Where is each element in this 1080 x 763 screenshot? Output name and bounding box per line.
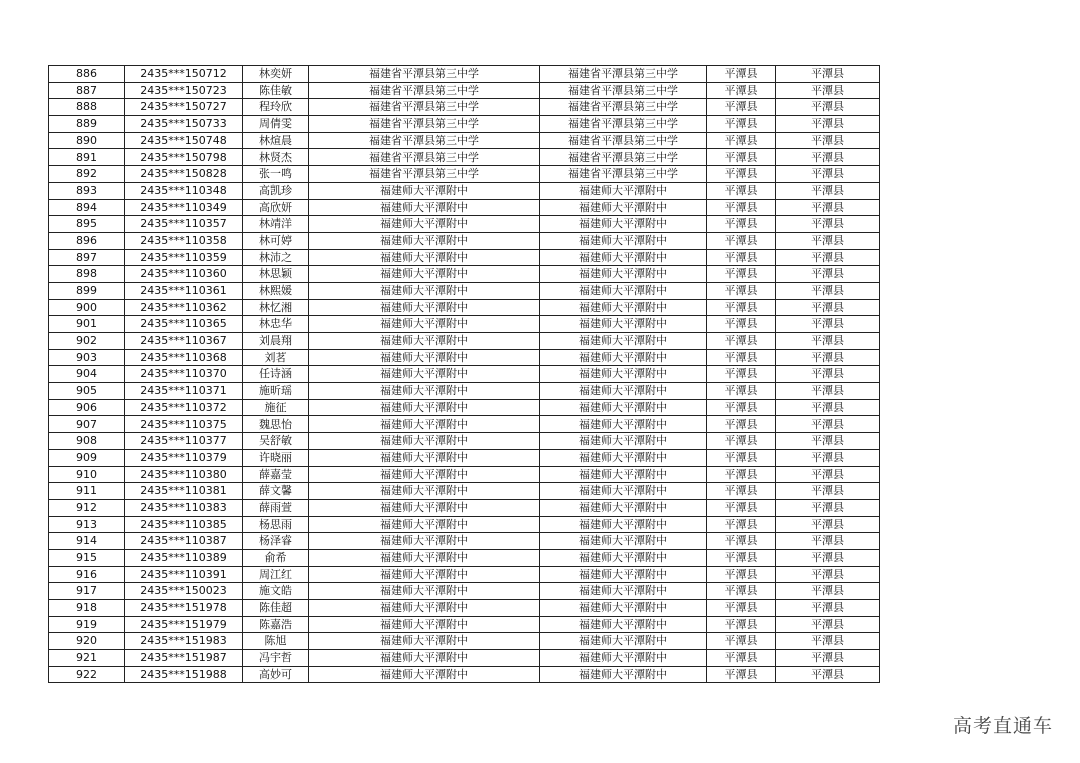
exam-id-cell: 2435***150798	[125, 149, 243, 166]
table-row	[49, 383, 880, 400]
exam-id-cell: 2435***150712	[125, 66, 243, 83]
county-cell: 平潭县	[707, 349, 776, 366]
registration-school-cell: 福建师大平潭附中	[540, 516, 707, 533]
student-name-cell: 俞希	[243, 549, 309, 566]
registration-school-cell: 福建师大平潭附中	[540, 182, 707, 199]
student-name-cell: 施文皓	[243, 583, 309, 600]
table-row	[49, 149, 880, 166]
row-number-cell: 889	[49, 116, 125, 133]
county-cell: 平潭县	[707, 149, 776, 166]
registration-school-cell: 福建师大平潭附中	[540, 299, 707, 316]
row-number-cell: 919	[49, 616, 125, 633]
table-row	[49, 316, 880, 333]
school-cell: 福建省平潭县第三中学	[309, 82, 540, 99]
school-cell: 福建师大平潭附中	[309, 282, 540, 299]
district-cell: 平潭县	[776, 483, 880, 500]
student-name-cell: 吴舒敏	[243, 433, 309, 450]
school-cell: 福建师大平潭附中	[309, 566, 540, 583]
county-cell: 平潭县	[707, 66, 776, 83]
district-cell: 平潭县	[776, 433, 880, 450]
table-body	[49, 66, 880, 683]
row-number-cell: 891	[49, 149, 125, 166]
table-row	[49, 633, 880, 650]
school-cell: 福建师大平潭附中	[309, 399, 540, 416]
table-row	[49, 449, 880, 466]
school-cell: 福建师大平潭附中	[309, 182, 540, 199]
county-cell: 平潭县	[707, 199, 776, 216]
exam-id-cell: 2435***110368	[125, 349, 243, 366]
county-cell: 平潭县	[707, 600, 776, 617]
row-number-cell: 888	[49, 99, 125, 116]
student-name-cell: 高妙可	[243, 666, 309, 683]
school-cell: 福建师大平潭附中	[309, 266, 540, 283]
district-cell: 平潭县	[776, 516, 880, 533]
district-cell: 平潭县	[776, 466, 880, 483]
county-cell: 平潭县	[707, 182, 776, 199]
row-number-cell: 892	[49, 166, 125, 183]
student-name-cell: 林靖洋	[243, 216, 309, 233]
row-number-cell: 908	[49, 433, 125, 450]
school-cell: 福建师大平潭附中	[309, 199, 540, 216]
school-cell: 福建师大平潭附中	[309, 466, 540, 483]
county-cell: 平潭县	[707, 99, 776, 116]
row-number-cell: 915	[49, 549, 125, 566]
exam-id-cell: 2435***150828	[125, 166, 243, 183]
student-name-cell: 林忠华	[243, 316, 309, 333]
school-cell: 福建师大平潭附中	[309, 533, 540, 550]
school-cell: 福建师大平潭附中	[309, 583, 540, 600]
table-row	[49, 333, 880, 350]
student-name-cell: 冯宇哲	[243, 650, 309, 667]
county-cell: 平潭县	[707, 232, 776, 249]
student-name-cell: 林可婷	[243, 232, 309, 249]
student-name-cell: 陈佳敏	[243, 82, 309, 99]
table-row	[49, 266, 880, 283]
row-number-cell: 897	[49, 249, 125, 266]
row-number-cell: 912	[49, 499, 125, 516]
county-cell: 平潭县	[707, 549, 776, 566]
county-cell: 平潭县	[707, 399, 776, 416]
registration-school-cell: 福建师大平潭附中	[540, 366, 707, 383]
student-name-cell: 薛嘉莹	[243, 466, 309, 483]
registration-school-cell: 福建师大平潭附中	[540, 566, 707, 583]
exam-id-cell: 2435***110377	[125, 433, 243, 450]
student-name-cell: 任诗涵	[243, 366, 309, 383]
row-number-cell: 902	[49, 333, 125, 350]
exam-id-cell: 2435***110372	[125, 399, 243, 416]
registration-school-cell: 福建师大平潭附中	[540, 416, 707, 433]
district-cell: 平潭县	[776, 533, 880, 550]
county-cell: 平潭县	[707, 650, 776, 667]
registration-school-cell: 福建师大平潭附中	[540, 199, 707, 216]
exam-id-cell: 2435***150723	[125, 82, 243, 99]
exam-id-cell: 2435***110358	[125, 232, 243, 249]
school-cell: 福建师大平潭附中	[309, 383, 540, 400]
county-cell: 平潭县	[707, 333, 776, 350]
district-cell: 平潭县	[776, 449, 880, 466]
table-row	[49, 299, 880, 316]
row-number-cell: 921	[49, 650, 125, 667]
district-cell: 平潭县	[776, 232, 880, 249]
exam-id-cell: 2435***110362	[125, 299, 243, 316]
table-row	[49, 499, 880, 516]
exam-id-cell: 2435***150727	[125, 99, 243, 116]
district-cell: 平潭县	[776, 299, 880, 316]
exam-id-cell: 2435***110365	[125, 316, 243, 333]
school-cell: 福建师大平潭附中	[309, 516, 540, 533]
district-cell: 平潭县	[776, 549, 880, 566]
exam-id-cell: 2435***110367	[125, 333, 243, 350]
district-cell: 平潭县	[776, 116, 880, 133]
county-cell: 平潭县	[707, 666, 776, 683]
school-cell: 福建师大平潭附中	[309, 549, 540, 566]
school-cell: 福建师大平潭附中	[309, 633, 540, 650]
district-cell: 平潭县	[776, 132, 880, 149]
registration-school-cell: 福建师大平潭附中	[540, 583, 707, 600]
school-cell: 福建师大平潭附中	[309, 416, 540, 433]
district-cell: 平潭县	[776, 600, 880, 617]
student-list-table	[48, 65, 880, 683]
district-cell: 平潭县	[776, 399, 880, 416]
school-cell: 福建师大平潭附中	[309, 366, 540, 383]
row-number-cell: 896	[49, 232, 125, 249]
district-cell: 平潭县	[776, 416, 880, 433]
registration-school-cell: 福建省平潭县第三中学	[540, 132, 707, 149]
table-row	[49, 600, 880, 617]
exam-id-cell: 2435***150023	[125, 583, 243, 600]
district-cell: 平潭县	[776, 333, 880, 350]
table-row	[49, 349, 880, 366]
exam-id-cell: 2435***150733	[125, 116, 243, 133]
table-row	[49, 82, 880, 99]
county-cell: 平潭县	[707, 483, 776, 500]
registration-school-cell: 福建师大平潭附中	[540, 316, 707, 333]
registration-school-cell: 福建省平潭县第三中学	[540, 166, 707, 183]
registration-school-cell: 福建师大平潭附中	[540, 266, 707, 283]
table-row	[49, 399, 880, 416]
district-cell: 平潭县	[776, 82, 880, 99]
row-number-cell: 907	[49, 416, 125, 433]
student-name-cell: 林煊晨	[243, 132, 309, 149]
district-cell: 平潭县	[776, 499, 880, 516]
table-row	[49, 66, 880, 83]
school-cell: 福建师大平潭附中	[309, 316, 540, 333]
exam-id-cell: 2435***110375	[125, 416, 243, 433]
exam-id-cell: 2435***151979	[125, 616, 243, 633]
school-cell: 福建师大平潭附中	[309, 449, 540, 466]
county-cell: 平潭县	[707, 616, 776, 633]
table-row	[49, 433, 880, 450]
school-cell: 福建师大平潭附中	[309, 433, 540, 450]
student-name-cell: 周倩雯	[243, 116, 309, 133]
student-name-cell: 周江红	[243, 566, 309, 583]
registration-school-cell: 福建师大平潭附中	[540, 549, 707, 566]
registration-school-cell: 福建师大平潭附中	[540, 433, 707, 450]
school-cell: 福建师大平潭附中	[309, 666, 540, 683]
exam-id-cell: 2435***110361	[125, 282, 243, 299]
student-name-cell: 薛雨萱	[243, 499, 309, 516]
student-name-cell: 许晓丽	[243, 449, 309, 466]
table-row	[49, 249, 880, 266]
school-cell: 福建师大平潭附中	[309, 600, 540, 617]
student-name-cell: 林思颖	[243, 266, 309, 283]
table-row	[49, 483, 880, 500]
registration-school-cell: 福建省平潭县第三中学	[540, 82, 707, 99]
registration-school-cell: 福建师大平潭附中	[540, 333, 707, 350]
school-cell: 福建师大平潭附中	[309, 299, 540, 316]
county-cell: 平潭县	[707, 466, 776, 483]
county-cell: 平潭县	[707, 533, 776, 550]
exam-id-cell: 2435***110383	[125, 499, 243, 516]
row-number-cell: 904	[49, 366, 125, 383]
exam-id-cell: 2435***151988	[125, 666, 243, 683]
row-number-cell: 914	[49, 533, 125, 550]
registration-school-cell: 福建师大平潭附中	[540, 282, 707, 299]
table-row	[49, 132, 880, 149]
row-number-cell: 911	[49, 483, 125, 500]
exam-id-cell: 2435***110357	[125, 216, 243, 233]
registration-school-cell: 福建师大平潭附中	[540, 383, 707, 400]
school-cell: 福建师大平潭附中	[309, 333, 540, 350]
student-name-cell: 张一鸣	[243, 166, 309, 183]
registration-school-cell: 福建师大平潭附中	[540, 499, 707, 516]
district-cell: 平潭县	[776, 383, 880, 400]
registration-school-cell: 福建省平潭县第三中学	[540, 99, 707, 116]
county-cell: 平潭县	[707, 499, 776, 516]
table-row	[49, 583, 880, 600]
exam-id-cell: 2435***150748	[125, 132, 243, 149]
county-cell: 平潭县	[707, 132, 776, 149]
watermark-text: 高考直通车	[952, 715, 1053, 737]
district-cell: 平潭县	[776, 66, 880, 83]
exam-id-cell: 2435***110349	[125, 199, 243, 216]
county-cell: 平潭县	[707, 566, 776, 583]
student-name-cell: 陈佳超	[243, 600, 309, 617]
registration-school-cell: 福建师大平潭附中	[540, 466, 707, 483]
row-number-cell: 903	[49, 349, 125, 366]
school-cell: 福建师大平潭附中	[309, 249, 540, 266]
registration-school-cell: 福建师大平潭附中	[540, 633, 707, 650]
row-number-cell: 893	[49, 182, 125, 199]
exam-id-cell: 2435***110359	[125, 249, 243, 266]
exam-id-cell: 2435***110348	[125, 182, 243, 199]
district-cell: 平潭县	[776, 650, 880, 667]
table-row	[49, 182, 880, 199]
row-number-cell: 913	[49, 516, 125, 533]
row-number-cell: 901	[49, 316, 125, 333]
exam-id-cell: 2435***110387	[125, 533, 243, 550]
county-cell: 平潭县	[707, 316, 776, 333]
district-cell: 平潭县	[776, 616, 880, 633]
student-name-cell: 林熙媛	[243, 282, 309, 299]
row-number-cell: 916	[49, 566, 125, 583]
student-name-cell: 施昕瑶	[243, 383, 309, 400]
school-cell: 福建省平潭县第三中学	[309, 99, 540, 116]
student-name-cell: 薛文馨	[243, 483, 309, 500]
student-name-cell: 高凯珍	[243, 182, 309, 199]
table-row	[49, 533, 880, 550]
row-number-cell: 898	[49, 266, 125, 283]
table-row	[49, 416, 880, 433]
registration-school-cell: 福建师大平潭附中	[540, 249, 707, 266]
registration-school-cell: 福建省平潭县第三中学	[540, 66, 707, 83]
table-row	[49, 99, 880, 116]
student-name-cell: 林奕妍	[243, 66, 309, 83]
student-name-cell: 程玲欣	[243, 99, 309, 116]
row-number-cell: 887	[49, 82, 125, 99]
exam-id-cell: 2435***151978	[125, 600, 243, 617]
row-number-cell: 922	[49, 666, 125, 683]
exam-id-cell: 2435***110380	[125, 466, 243, 483]
student-name-cell: 杨泽睿	[243, 533, 309, 550]
county-cell: 平潭县	[707, 633, 776, 650]
row-number-cell: 910	[49, 466, 125, 483]
county-cell: 平潭县	[707, 216, 776, 233]
exam-id-cell: 2435***110360	[125, 266, 243, 283]
exam-id-cell: 2435***110371	[125, 383, 243, 400]
registration-school-cell: 福建师大平潭附中	[540, 600, 707, 617]
registration-school-cell: 福建省平潭县第三中学	[540, 116, 707, 133]
registration-school-cell: 福建省平潭县第三中学	[540, 149, 707, 166]
district-cell: 平潭县	[776, 583, 880, 600]
student-name-cell: 杨思雨	[243, 516, 309, 533]
school-cell: 福建师大平潭附中	[309, 349, 540, 366]
exam-id-cell: 2435***110370	[125, 366, 243, 383]
county-cell: 平潭县	[707, 82, 776, 99]
table-row	[49, 166, 880, 183]
county-cell: 平潭县	[707, 116, 776, 133]
school-cell: 福建省平潭县第三中学	[309, 166, 540, 183]
registration-school-cell: 福建师大平潭附中	[540, 399, 707, 416]
school-cell: 福建师大平潭附中	[309, 650, 540, 667]
row-number-cell: 900	[49, 299, 125, 316]
district-cell: 平潭县	[776, 266, 880, 283]
exam-id-cell: 2435***151987	[125, 650, 243, 667]
school-cell: 福建师大平潭附中	[309, 483, 540, 500]
school-cell: 福建省平潭县第三中学	[309, 116, 540, 133]
county-cell: 平潭县	[707, 282, 776, 299]
district-cell: 平潭县	[776, 282, 880, 299]
table-row	[49, 116, 880, 133]
district-cell: 平潭县	[776, 566, 880, 583]
school-cell: 福建师大平潭附中	[309, 232, 540, 249]
registration-school-cell: 福建师大平潭附中	[540, 349, 707, 366]
table-row	[49, 232, 880, 249]
row-number-cell: 886	[49, 66, 125, 83]
student-name-cell: 林贤杰	[243, 149, 309, 166]
table-row	[49, 282, 880, 299]
student-name-cell: 刘晨翔	[243, 333, 309, 350]
school-cell: 福建省平潭县第三中学	[309, 132, 540, 149]
exam-id-cell: 2435***110389	[125, 549, 243, 566]
school-cell: 福建省平潭县第三中学	[309, 66, 540, 83]
county-cell: 平潭县	[707, 583, 776, 600]
student-name-cell: 陈嘉浩	[243, 616, 309, 633]
registration-school-cell: 福建师大平潭附中	[540, 616, 707, 633]
registration-school-cell: 福建师大平潭附中	[540, 232, 707, 249]
table-row	[49, 666, 880, 683]
student-name-cell: 陈旭	[243, 633, 309, 650]
school-cell: 福建师大平潭附中	[309, 216, 540, 233]
school-cell: 福建师大平潭附中	[309, 499, 540, 516]
registration-school-cell: 福建师大平潭附中	[540, 666, 707, 683]
row-number-cell: 920	[49, 633, 125, 650]
district-cell: 平潭县	[776, 182, 880, 199]
registration-school-cell: 福建师大平潭附中	[540, 650, 707, 667]
exam-id-cell: 2435***110385	[125, 516, 243, 533]
student-name-cell: 高欣妍	[243, 199, 309, 216]
table-row	[49, 466, 880, 483]
county-cell: 平潭县	[707, 266, 776, 283]
exam-id-cell: 2435***110381	[125, 483, 243, 500]
registration-school-cell: 福建师大平潭附中	[540, 216, 707, 233]
county-cell: 平潭县	[707, 383, 776, 400]
county-cell: 平潭县	[707, 366, 776, 383]
row-number-cell: 894	[49, 199, 125, 216]
row-number-cell: 905	[49, 383, 125, 400]
county-cell: 平潭县	[707, 299, 776, 316]
row-number-cell: 890	[49, 132, 125, 149]
county-cell: 平潭县	[707, 516, 776, 533]
registration-school-cell: 福建师大平潭附中	[540, 449, 707, 466]
registration-school-cell: 福建师大平潭附中	[540, 483, 707, 500]
district-cell: 平潭县	[776, 166, 880, 183]
student-name-cell: 林忆湘	[243, 299, 309, 316]
district-cell: 平潭县	[776, 666, 880, 683]
table-row	[49, 566, 880, 583]
district-cell: 平潭县	[776, 149, 880, 166]
student-name-cell: 施征	[243, 399, 309, 416]
school-cell: 福建省平潭县第三中学	[309, 149, 540, 166]
exam-id-cell: 2435***151983	[125, 633, 243, 650]
district-cell: 平潭县	[776, 216, 880, 233]
district-cell: 平潭县	[776, 349, 880, 366]
district-cell: 平潭县	[776, 316, 880, 333]
student-name-cell: 林沛之	[243, 249, 309, 266]
district-cell: 平潭县	[776, 366, 880, 383]
county-cell: 平潭县	[707, 416, 776, 433]
table-row	[49, 616, 880, 633]
row-number-cell: 917	[49, 583, 125, 600]
table-row	[49, 216, 880, 233]
student-name-cell: 魏思怡	[243, 416, 309, 433]
district-cell: 平潭县	[776, 249, 880, 266]
district-cell: 平潭县	[776, 199, 880, 216]
table-row	[49, 366, 880, 383]
county-cell: 平潭县	[707, 449, 776, 466]
exam-id-cell: 2435***110379	[125, 449, 243, 466]
county-cell: 平潭县	[707, 249, 776, 266]
row-number-cell: 899	[49, 282, 125, 299]
district-cell: 平潭县	[776, 633, 880, 650]
exam-id-cell: 2435***110391	[125, 566, 243, 583]
table-row	[49, 516, 880, 533]
school-cell: 福建师大平潭附中	[309, 616, 540, 633]
table-row	[49, 199, 880, 216]
row-number-cell: 906	[49, 399, 125, 416]
county-cell: 平潭县	[707, 433, 776, 450]
row-number-cell: 918	[49, 600, 125, 617]
county-cell: 平潭县	[707, 166, 776, 183]
table-row	[49, 650, 880, 667]
row-number-cell: 895	[49, 216, 125, 233]
registration-school-cell: 福建师大平潭附中	[540, 533, 707, 550]
row-number-cell: 909	[49, 449, 125, 466]
district-cell: 平潭县	[776, 99, 880, 116]
table-row	[49, 549, 880, 566]
student-name-cell: 刘茗	[243, 349, 309, 366]
